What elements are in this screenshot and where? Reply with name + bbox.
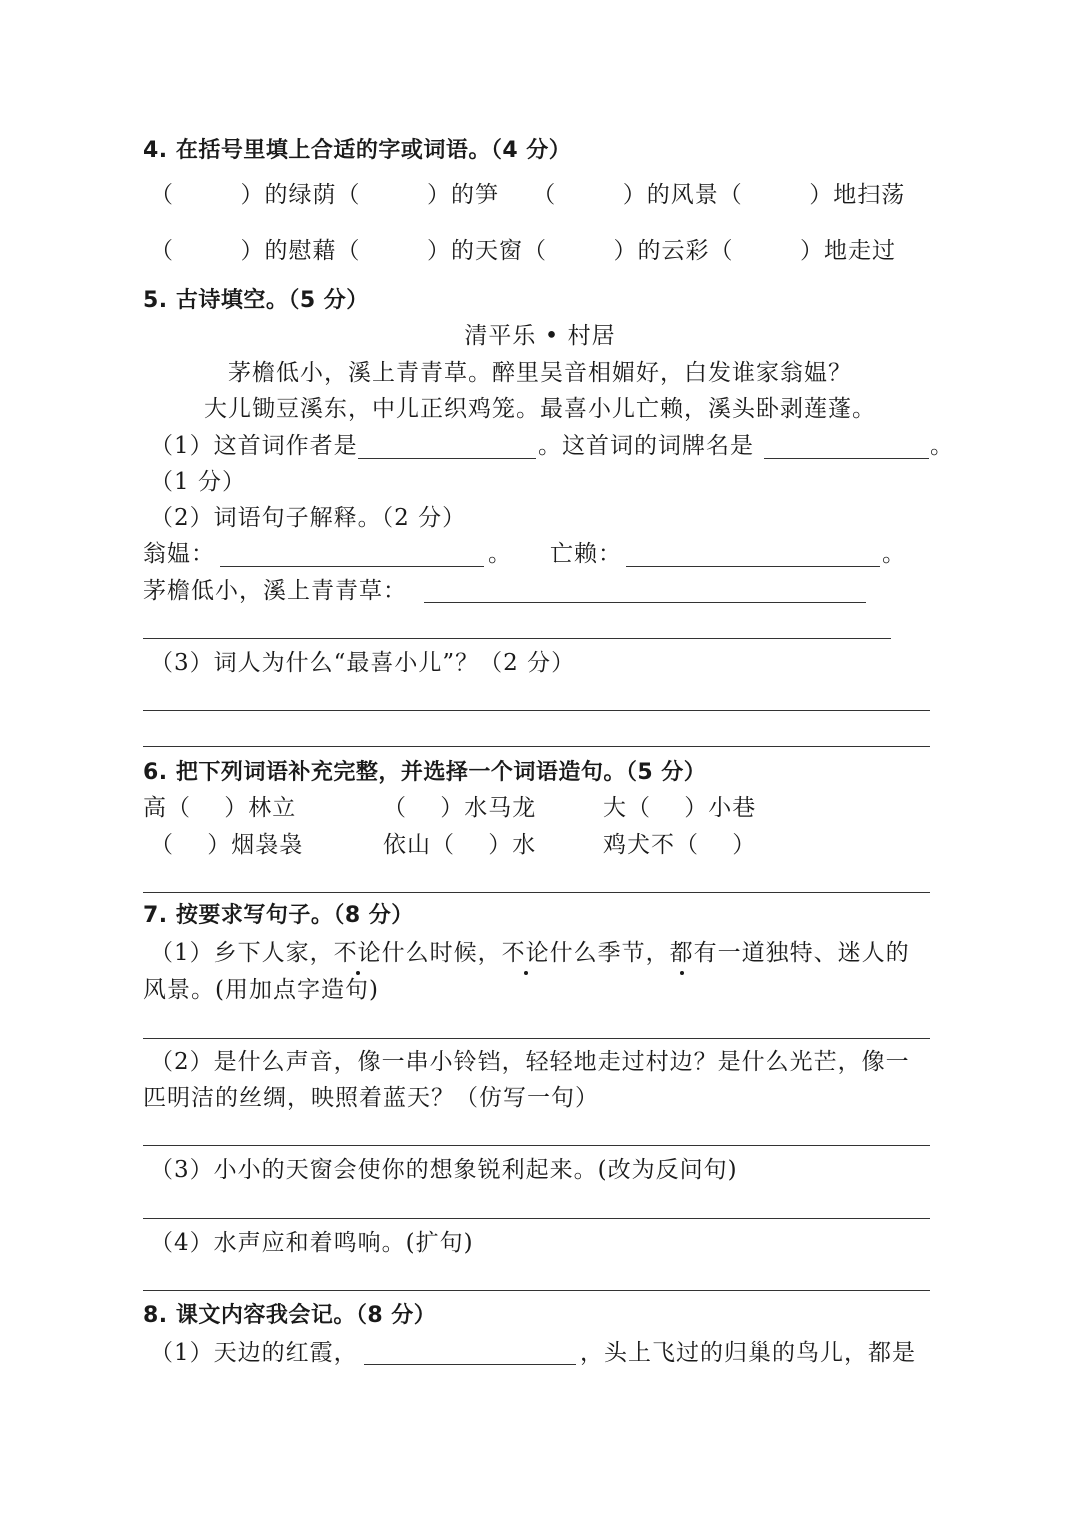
q5-p1-label-2: 。这首词的词牌名是 (538, 433, 754, 459)
wengao-label: 翁媪： (143, 541, 215, 567)
q5-title: 5. 古诗填空。（5 分） (143, 288, 369, 313)
answer-line-q7s4 (143, 1290, 930, 1291)
q7-title: 7. 按要求写句子。（8 分） (143, 903, 414, 928)
answer-line-wanglai (626, 566, 880, 567)
q8-s1-rest: ，头上飞过的归巢的鸟儿，都是 (580, 1340, 916, 1366)
q8-s1-label: （1）天边的红霞， (150, 1340, 358, 1366)
q6-item: （ ）水马龙 (383, 795, 537, 821)
q5-p2: （2）词语句子解释。（2 分） (150, 505, 467, 531)
line-explain-label: 茅檐低小，溪上青青草： (143, 578, 407, 604)
q7-s3: （3）小小的天窗会使你的想象锐利起来。(改为反问句) (150, 1157, 738, 1183)
answer-line-author (358, 458, 536, 459)
q8-title: 8. 课文内容我会记。（8 分） (143, 1303, 437, 1328)
answer-line-q8s1 (364, 1364, 576, 1365)
dotted-word: 都 (669, 940, 694, 966)
q7-s1-line1 (150, 942, 910, 965)
q7-s1-text: 什么季节， (549, 940, 670, 966)
answer-line-q7s2 (143, 1145, 930, 1146)
q7-s1-text: 有一道独特、迷人的 (693, 940, 910, 966)
answer-line-explain-2 (143, 638, 891, 639)
dotted-word: 不论 (501, 940, 550, 966)
wanglai-label: 亡赖： (550, 541, 622, 567)
poem-line-1: 茅檐低小，溪上青青草。醉里吴音相媚好，白发谁家翁媪？ (228, 360, 852, 386)
answer-line-explain-1 (424, 602, 866, 603)
q5-p1-score: （1 分） (150, 469, 246, 495)
q6-item: （ ）烟袅袅 (150, 832, 304, 858)
answer-line-q7s3 (143, 1218, 930, 1219)
q6-item: 高（ ）林立 (143, 795, 297, 821)
q7-s2-line2: 匹明洁的丝绸，映照着蓝天？（仿写一句） (143, 1085, 599, 1111)
answer-line-q5p3-1 (143, 710, 930, 711)
q6-item: 依山（ ）水 (383, 832, 537, 858)
q6-title: 6. 把下列词语补充完整，并选择一个词语造句。（5 分） (143, 760, 707, 785)
answer-line-q5p3-2 (143, 746, 930, 747)
answer-line-wengao (220, 566, 484, 567)
poem-title: 清平乐 • 村居 (464, 323, 616, 349)
wanglai-period: 。 (882, 541, 906, 567)
poem-line-2: 大儿锄豆溪东，中儿正织鸡笼。最喜小儿亡赖，溪头卧剥莲蓬。 (204, 396, 876, 422)
q4-row2: （ ）的慰藉（ ）的天窗（ ）的云彩（ ）地走过 (150, 238, 896, 264)
q5-p3: （3）词人为什么“最喜小儿”？（2 分） (150, 650, 576, 676)
q7-s1-text: 什么时候， (381, 940, 502, 966)
q7-s4: （4）水声应和着鸣响。(扩句) (150, 1230, 474, 1256)
answer-line-q7s1 (143, 1038, 930, 1039)
q7-s1-text: （1）乡下人家， (150, 940, 334, 966)
q6-item: 大（ ）小巷 (603, 795, 757, 821)
q4-row1: （ ）的绿荫（ ）的笋 （ ）的风景（ ）地扫荡 (150, 182, 906, 208)
q7-s2-line1: （2）是什么声音，像一串小铃铛，轻轻地走过村边？是什么光芒，像一 (150, 1049, 910, 1075)
q5-p1-label: （1）这首词作者是 (150, 433, 358, 459)
wengao-period: 。 (488, 541, 512, 567)
answer-line-cipai (764, 458, 929, 459)
q7-s1-line2: 风景。(用加点字造句) (143, 977, 379, 1003)
q6-item: 鸡犬不（ ） (603, 832, 757, 858)
answer-line-q6 (143, 892, 930, 893)
dotted-word: 不论 (333, 940, 382, 966)
q4-title: 4. 在括号里填上合适的字或词语。（4 分） (143, 138, 572, 163)
q5-p1-period: 。 (930, 433, 954, 459)
